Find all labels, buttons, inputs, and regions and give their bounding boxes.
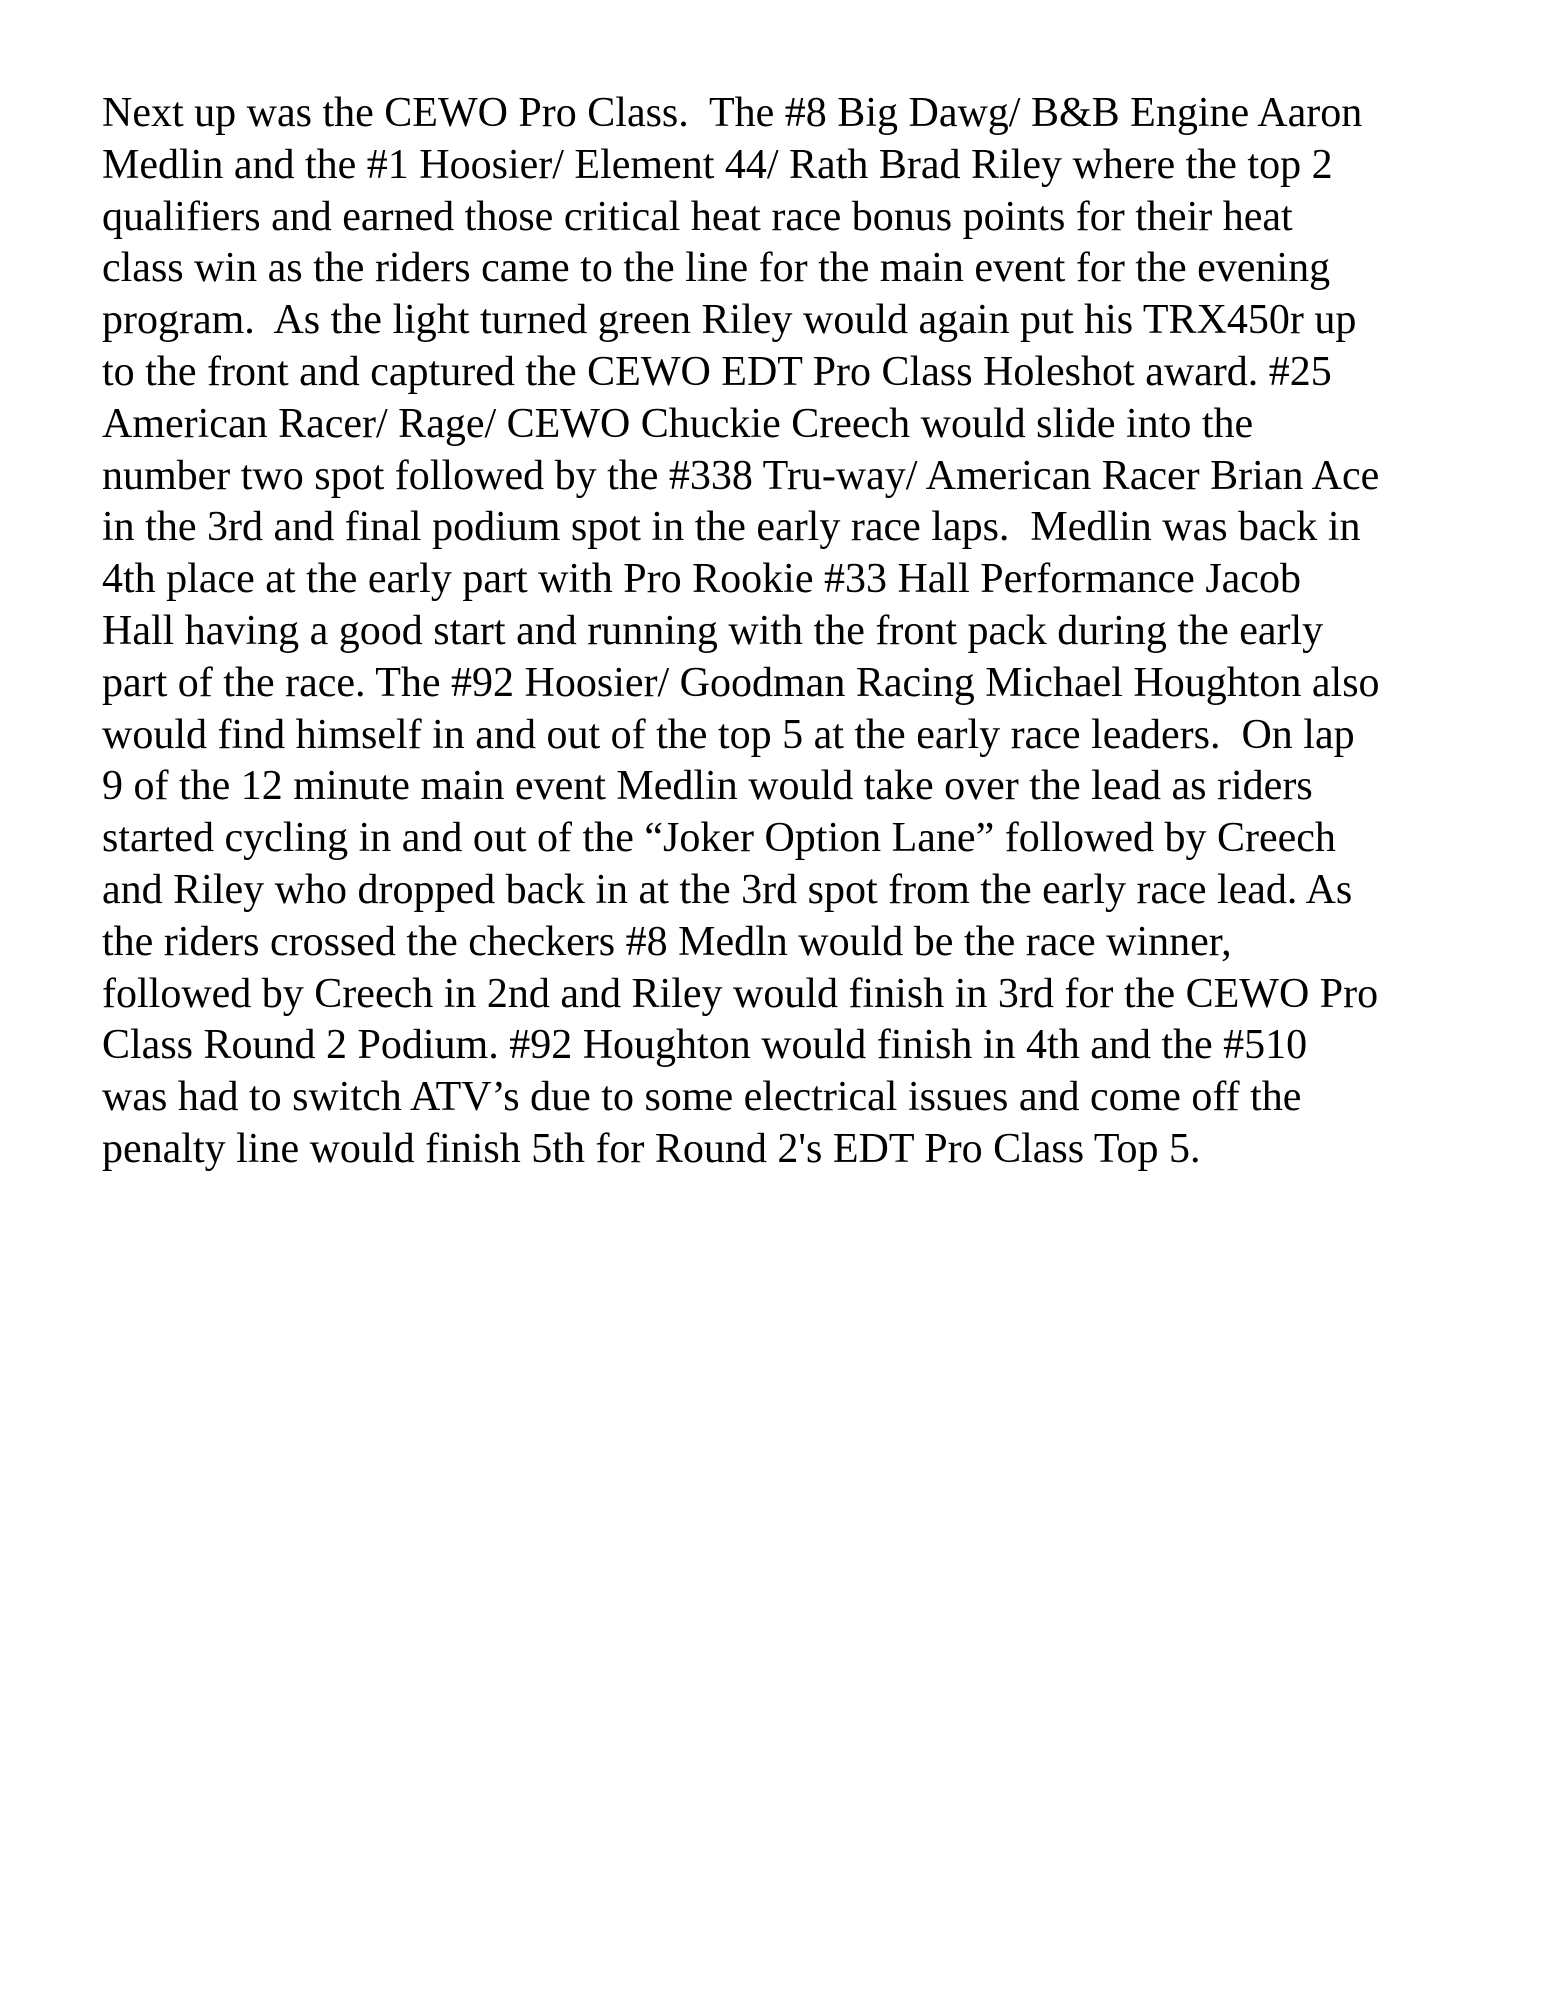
paragraph-line: in the 3rd and final podium spot in the early race laps. Medlin was back in [102,504,1361,551]
race-report-paragraph [102,88,1502,1176]
paragraph-line: American Racer/ Rage/ CEWO Chuckie Creech would slide into the [102,400,1254,447]
paragraph-line: and Riley who dropped back in at the 3rd spot from the early race lead. As [102,866,1353,913]
paragraph-line: was had to switch ATV’s due to some electrical issues and come off the [102,1074,1302,1121]
paragraph-line: Class Round 2 Podium. #92 Houghton would finish in 4th and the #510 [102,1022,1308,1069]
paragraph-line: Hall having a good start and running with the front pack during the early [102,607,1324,654]
paragraph-line: qualifiers and earned those critical heat race bonus points for their heat [102,193,1293,240]
paragraph-line: 4th place at the early part with Pro Rookie #33 Hall Performance Jacob [102,556,1301,603]
paragraph-line: Medlin and the #1 Hoosier/ Element 44/ Rath Brad Riley where the top 2 [102,141,1333,188]
paragraph-line: the riders crossed the checkers #8 Medln would be the race winner, [102,918,1232,965]
paragraph-line: to the front and captured the CEWO EDT Pro Class Holeshot award. #25 [102,348,1332,395]
paragraph-line: part of the race. The #92 Hoosier/ Goodman Racing Michael Houghton also [102,659,1380,706]
paragraph-line: 9 of the 12 minute main event Medlin would take over the lead as riders [102,763,1313,810]
paragraph-line: penalty line would finish 5th for Round 2's EDT Pro Class Top 5. [102,1125,1201,1172]
paragraph-line: started cycling in and out of the “Joker Option Lane” followed by Creech [102,815,1336,862]
paragraph-line: followed by Creech in 2nd and Riley would finish in 3rd for the CEWO Pro [102,970,1379,1017]
paragraph-line: Next up was the CEWO Pro Class. The #8 Big Dawg/ B&B Engine Aaron [102,90,1363,136]
paragraph-line: program. As the light turned green Riley would again put his TRX450r up [102,297,1357,344]
paragraph-line: class win as the riders came to the line for the main event for the evening [102,245,1331,292]
paragraph-line: would find himself in and out of the top 5 at the early race leaders. On lap [102,711,1355,758]
paragraph-line: number two spot followed by the #338 Tru-way/ American Racer Brian Ace [102,452,1380,499]
